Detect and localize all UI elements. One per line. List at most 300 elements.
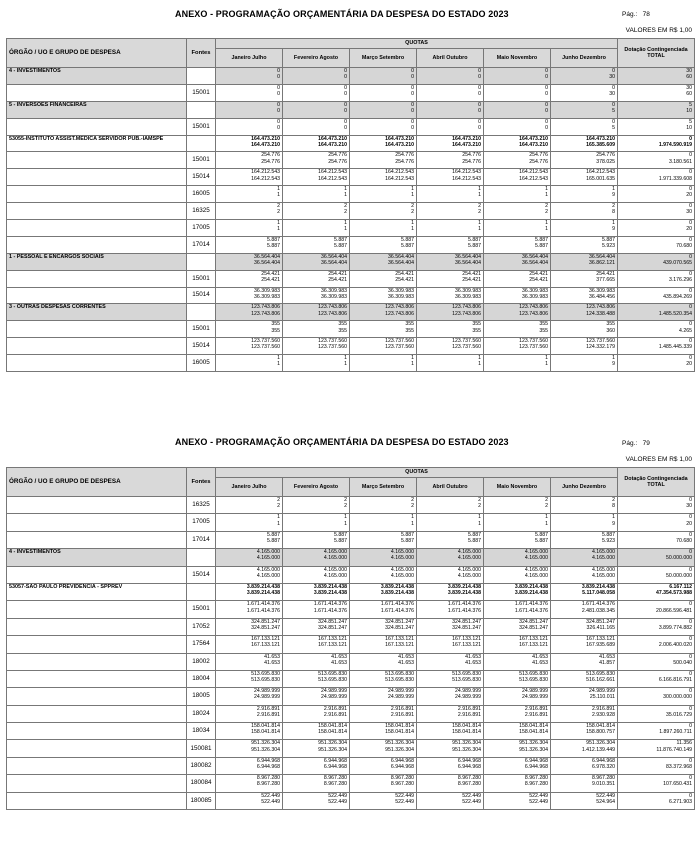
value-cell: [551, 321, 618, 338]
value-top: 324.851.247: [251, 618, 280, 625]
value-cell: [216, 118, 283, 135]
value-cell: [551, 618, 618, 635]
row-label: [7, 740, 187, 757]
value-cell: [618, 355, 695, 372]
value-cell: [551, 270, 618, 287]
value-cell: [551, 723, 618, 740]
value-top: 8.967.280: [591, 775, 616, 782]
value-cell: [350, 236, 417, 253]
value-top: 123.737.560: [452, 338, 481, 345]
value-bottom: 24.989.999: [254, 694, 280, 701]
value-bottom: 5.887: [468, 243, 481, 250]
value-cell: [417, 636, 484, 653]
value-bottom: 9.010.351: [591, 781, 616, 788]
value-top: 1: [344, 220, 347, 227]
value-top: 1: [344, 514, 347, 521]
row-fonte: 150081: [187, 740, 216, 757]
row-fonte: 15001: [187, 270, 216, 287]
value-cell: [417, 355, 484, 372]
value-bottom: 5.887: [334, 243, 347, 250]
value-top: 123.743.806: [452, 304, 481, 311]
value-cell: [618, 135, 695, 152]
value-top: 2: [344, 203, 347, 210]
row-fonte: [187, 135, 216, 152]
row-label: [7, 236, 187, 253]
value-bottom: 10: [686, 124, 693, 131]
value-top: 0: [277, 118, 280, 125]
value-bottom: 2.006.400.020: [658, 642, 693, 649]
value-bottom: 1.412.139.449: [581, 746, 616, 753]
value-cell: [283, 792, 350, 809]
value-top: 1.671.414.376: [447, 601, 481, 608]
header-month: Junho Dezembro: [551, 478, 618, 497]
value-bottom: 1.671.414.376: [514, 607, 548, 614]
value-top: 2: [545, 203, 548, 210]
value-top: 123.743.806: [385, 304, 414, 311]
value-bottom: 0: [411, 124, 414, 131]
value-top: 41.653: [465, 653, 481, 660]
value-bottom: 30: [686, 209, 693, 216]
page-number: [622, 440, 650, 447]
value-bottom: 1: [344, 520, 347, 527]
value-bottom: 951.326.304: [385, 746, 414, 753]
value-bottom: 1: [411, 520, 414, 527]
value-top: 158.041.814: [318, 723, 347, 730]
value-cell: [417, 566, 484, 583]
value-cell: [551, 531, 618, 548]
value-bottom: 1: [478, 192, 481, 199]
value-bottom: 123.743.806: [519, 310, 548, 317]
value-top: 41.653: [599, 653, 616, 660]
value-top: 5.887: [334, 236, 347, 243]
value-cell: [618, 583, 695, 600]
value-cell: [618, 723, 695, 740]
value-bottom: 123.743.806: [452, 310, 481, 317]
value-top: 2.916.891: [256, 705, 280, 712]
value-top: 324.851.247: [452, 618, 481, 625]
value-top: 30: [686, 68, 693, 74]
value-top: 355: [606, 321, 616, 328]
value-bottom: 20: [686, 226, 693, 233]
row-fonte: 15001: [187, 118, 216, 135]
value-top: 41.653: [532, 653, 548, 660]
value-bottom: 8.967.280: [524, 781, 548, 788]
header-org: ÓRGÃO / UO E GRUPO DE DESPESA: [7, 468, 187, 497]
value-cell: [417, 705, 484, 722]
value-top: 0: [689, 253, 693, 260]
value-bottom: 1: [545, 520, 548, 527]
value-top: 513.695.830: [385, 670, 414, 677]
value-bottom: 4.165.000: [256, 555, 280, 562]
value-bottom: 1: [545, 226, 548, 233]
value-bottom: 2.916.891: [457, 711, 481, 718]
row-fonte: 17005: [187, 220, 216, 237]
value-cell: [216, 186, 283, 203]
value-top: 6.944.968: [524, 757, 548, 764]
header-month: Abril Outubro: [417, 49, 484, 68]
value-bottom: 8.967.280: [390, 781, 414, 788]
value-bottom: 360: [606, 327, 616, 334]
value-top: 0: [612, 101, 616, 108]
table-row: [7, 135, 695, 152]
value-top: 2.916.891: [524, 705, 548, 712]
value-cell: [618, 670, 695, 687]
value-bottom: 4.165.000: [323, 555, 347, 562]
header-quotas: QUOTAS: [216, 39, 618, 49]
value-top: 5.887: [535, 236, 548, 243]
value-bottom: 2.916.891: [256, 711, 280, 718]
value-top: 167.133.121: [452, 636, 481, 643]
value-cell: [551, 792, 618, 809]
value-bottom: 167.133.121: [251, 642, 280, 649]
table-row: [7, 583, 695, 600]
value-bottom: 300.000.000: [663, 694, 693, 701]
value-bottom: 36.564.404: [455, 259, 481, 266]
value-cell: [417, 740, 484, 757]
value-cell: [551, 68, 618, 85]
header-month: Março Setembro: [350, 478, 417, 497]
value-cell: [618, 775, 695, 792]
value-top: 324.851.247: [519, 618, 548, 625]
value-cell: [350, 186, 417, 203]
value-top: 0: [689, 566, 693, 573]
value-bottom: 5.887: [334, 537, 347, 544]
value-cell: [350, 705, 417, 722]
value-bottom: 5.887: [468, 537, 481, 544]
header-fontes: Fontes: [187, 39, 216, 68]
value-top: 1: [545, 186, 548, 193]
value-cell: [216, 531, 283, 548]
value-top: 36.564.404: [455, 253, 481, 260]
value-top: 123.743.806: [586, 304, 616, 311]
header-month: Maio Novembro: [484, 478, 551, 497]
value-cell: [283, 705, 350, 722]
value-cell: [417, 653, 484, 670]
value-cell: [216, 723, 283, 740]
value-top: 0: [689, 169, 693, 176]
value-bottom: 36.309.983: [388, 293, 414, 300]
value-bottom: 355: [338, 327, 347, 334]
value-bottom: 0: [344, 124, 347, 131]
value-bottom: 1.897.260.711: [659, 729, 693, 736]
budget-table: [6, 38, 695, 372]
value-top: 0: [478, 118, 481, 125]
row-label: [7, 84, 187, 101]
header-month: Junho Dezembro: [551, 49, 618, 68]
value-cell: [216, 740, 283, 757]
value-cell: [484, 723, 551, 740]
value-bottom: 4.165.000: [256, 572, 280, 579]
value-bottom: 158.041.814: [385, 729, 414, 736]
value-top: 0: [411, 101, 414, 108]
value-top: 522.449: [395, 792, 414, 799]
value-cell: [618, 220, 695, 237]
value-bottom: 2.481.038.345: [581, 607, 616, 614]
value-cell: [350, 723, 417, 740]
value-bottom: 324.851.247: [318, 624, 347, 631]
value-cell: [417, 583, 484, 600]
value-top: 254.421: [596, 270, 616, 277]
row-fonte: [187, 583, 216, 600]
value-bottom: 6.944.968: [457, 764, 481, 771]
value-top: 0: [689, 304, 693, 311]
value-bottom: 254.421: [328, 276, 347, 283]
value-top: 0: [689, 670, 693, 677]
value-bottom: 4.165.000: [457, 555, 481, 562]
value-top: 254.776: [328, 152, 347, 159]
value-bottom: 0: [478, 74, 481, 81]
value-bottom: 3.176.296: [668, 276, 693, 283]
value-bottom: 5.923: [602, 537, 616, 544]
value-cell: [551, 670, 618, 687]
value-cell: [283, 723, 350, 740]
value-bottom: 41.653: [398, 659, 414, 666]
value-top: 951.326.304: [385, 740, 414, 747]
value-bottom: 70.680: [676, 537, 693, 544]
value-cell: [283, 118, 350, 135]
value-bottom: 158.800.757: [586, 729, 616, 736]
value-cell: [417, 514, 484, 531]
row-fonte: 18034: [187, 723, 216, 740]
value-bottom: 11.876.740.149: [656, 746, 693, 753]
value-top: 158.041.814: [251, 723, 280, 730]
value-top: 36.309.983: [522, 287, 548, 294]
value-cell: [417, 220, 484, 237]
value-cell: [551, 101, 618, 118]
value-cell: [350, 152, 417, 169]
value-bottom: 1.671.414.376: [246, 607, 280, 614]
value-bottom: 123.743.806: [251, 310, 280, 317]
value-bottom: 1: [344, 361, 347, 368]
value-top: 0: [689, 338, 693, 345]
row-label: [7, 220, 187, 237]
value-bottom: 951.326.304: [519, 746, 548, 753]
value-top: 164.473.210: [385, 135, 414, 142]
value-cell: [551, 253, 618, 270]
value-bottom: 254.421: [462, 276, 481, 283]
value-bottom: 1: [478, 361, 481, 368]
value-bottom: 36.564.404: [321, 259, 347, 266]
value-cell: [551, 566, 618, 583]
value-cell: [350, 338, 417, 355]
value-cell: [484, 68, 551, 85]
row-fonte: 18005: [187, 688, 216, 705]
value-bottom: 9: [612, 520, 616, 527]
value-cell: [216, 688, 283, 705]
row-fonte: 15001: [187, 84, 216, 101]
value-bottom: 1: [277, 226, 280, 233]
header-month: Maio Novembro: [484, 49, 551, 68]
value-cell: [216, 101, 283, 118]
value-cell: [484, 705, 551, 722]
value-cell: [417, 68, 484, 85]
value-top: 0: [689, 152, 693, 159]
row-fonte: 15014: [187, 169, 216, 186]
value-top: 0: [689, 186, 693, 193]
value-top: 2.916.891: [457, 705, 481, 712]
value-top: 2: [545, 497, 548, 503]
value-cell: [216, 253, 283, 270]
value-bottom: 5.923: [602, 243, 616, 250]
value-bottom: 1.485.445.339: [658, 344, 693, 351]
value-cell: [484, 531, 551, 548]
value-top: 24.989.999: [321, 688, 347, 695]
header-month: Março Setembro: [350, 49, 417, 68]
value-bottom: 0: [545, 91, 548, 98]
row-label: [7, 705, 187, 722]
value-cell: [216, 583, 283, 600]
value-top: 5.887: [602, 531, 616, 538]
value-cell: [484, 321, 551, 338]
value-cell: [350, 203, 417, 220]
value-cell: [350, 601, 417, 618]
value-cell: [283, 531, 350, 548]
table-row: [7, 601, 695, 618]
row-label: [7, 757, 187, 774]
value-top: 36.564.404: [388, 253, 414, 260]
value-top: 0: [689, 497, 693, 503]
value-bottom: 254.776: [529, 158, 548, 165]
value-top: 123.737.560: [519, 338, 548, 345]
value-cell: [216, 270, 283, 287]
value-bottom: 2.916.891: [524, 711, 548, 718]
value-top: 4.165.000: [256, 566, 280, 573]
value-top: 1: [478, 514, 481, 521]
value-top: 2: [277, 203, 280, 210]
value-cell: [618, 566, 695, 583]
value-bottom: 2: [344, 209, 347, 216]
value-top: 123.743.806: [251, 304, 280, 311]
value-bottom: 10: [686, 107, 693, 114]
value-cell: [350, 618, 417, 635]
row-label: [7, 203, 187, 220]
value-top: 167.133.121: [586, 636, 616, 643]
value-top: 0: [612, 68, 616, 74]
value-cell: [283, 355, 350, 372]
row-label: 53057-SÃO PAULO PREVIDÊNCIA - SPPREV: [7, 583, 187, 600]
value-cell: [350, 253, 417, 270]
value-bottom: 36.564.404: [388, 259, 414, 266]
row-label: [7, 287, 187, 304]
value-cell: [350, 549, 417, 566]
value-top: 164.473.210: [519, 135, 548, 142]
value-cell: [618, 169, 695, 186]
value-bottom: 4.165.000: [323, 572, 347, 579]
value-bottom: 8: [612, 209, 616, 216]
value-top: 0: [689, 792, 693, 799]
value-bottom: 30: [609, 91, 616, 98]
row-label: [7, 723, 187, 740]
value-cell: [551, 497, 618, 514]
row-fonte: [187, 101, 216, 118]
value-bottom: 4.265: [679, 327, 693, 334]
value-top: 951.326.304: [519, 740, 548, 747]
table-row: [7, 618, 695, 635]
value-bottom: 164.212.543: [385, 175, 414, 182]
value-cell: [350, 118, 417, 135]
value-bottom: 3.839.214.438: [246, 590, 280, 597]
value-bottom: 36.564.404: [522, 259, 548, 266]
table-row: [7, 203, 695, 220]
value-cell: [618, 186, 695, 203]
value-bottom: 951.326.304: [452, 746, 481, 753]
value-top: 4.165.000: [524, 566, 548, 573]
value-top: 8.967.280: [256, 775, 280, 782]
value-bottom: 254.776: [328, 158, 347, 165]
value-top: 8.967.280: [323, 775, 347, 782]
value-top: 36.564.404: [321, 253, 347, 260]
value-bottom: 1: [478, 520, 481, 527]
value-bottom: 500.040: [673, 659, 693, 666]
value-top: 5: [689, 101, 693, 108]
row-fonte: 16325: [187, 497, 216, 514]
value-bottom: 0: [478, 124, 481, 131]
value-cell: [350, 84, 417, 101]
value-top: 36.309.983: [254, 287, 280, 294]
value-top: 324.851.247: [385, 618, 414, 625]
value-bottom: 513.695.830: [452, 677, 481, 684]
value-cell: [618, 118, 695, 135]
row-label: [7, 514, 187, 531]
page-number: [622, 11, 650, 18]
value-bottom: 123.743.806: [385, 310, 414, 317]
value-bottom: 30: [609, 74, 616, 81]
value-cell: [417, 792, 484, 809]
value-top: 164.212.543: [452, 169, 481, 176]
value-cell: [283, 653, 350, 670]
value-cell: [216, 670, 283, 687]
table-row: [7, 321, 695, 338]
value-cell: [551, 118, 618, 135]
value-cell: [283, 549, 350, 566]
value-bottom: 0: [478, 91, 481, 98]
value-bottom: 0: [545, 74, 548, 81]
value-cell: [618, 618, 695, 635]
header-org: ÓRGÃO / UO E GRUPO DE DESPESA: [7, 39, 187, 68]
value-cell: [551, 775, 618, 792]
value-cell: [350, 135, 417, 152]
value-cell: [350, 740, 417, 757]
value-bottom: 5.887: [535, 243, 548, 250]
currency-note: VALORES EM R$ 1,00: [625, 27, 692, 34]
value-bottom: 36.309.983: [455, 293, 481, 300]
value-bottom: 3.839.214.438: [380, 590, 414, 597]
row-label: [7, 688, 187, 705]
value-cell: [551, 688, 618, 705]
value-top: 1: [411, 186, 414, 193]
value-bottom: 2: [478, 503, 481, 510]
value-bottom: 1.671.414.376: [447, 607, 481, 614]
value-cell: [618, 270, 695, 287]
value-top: 1: [277, 220, 280, 227]
value-bottom: 164.473.210: [318, 141, 347, 148]
value-top: 254.776: [596, 152, 616, 159]
value-cell: [283, 321, 350, 338]
row-label: [7, 270, 187, 287]
value-top: 0: [545, 118, 548, 125]
value-top: 0: [545, 68, 548, 74]
value-cell: [551, 169, 618, 186]
value-top: 3.839.214.438: [313, 583, 347, 590]
value-top: 951.326.304: [318, 740, 347, 747]
value-bottom: 355: [271, 327, 280, 334]
value-cell: [216, 321, 283, 338]
value-bottom: 158.041.814: [452, 729, 481, 736]
value-bottom: 0: [545, 124, 548, 131]
value-bottom: 254.421: [261, 276, 280, 283]
row-fonte: 180085: [187, 792, 216, 809]
table-row: [7, 531, 695, 548]
